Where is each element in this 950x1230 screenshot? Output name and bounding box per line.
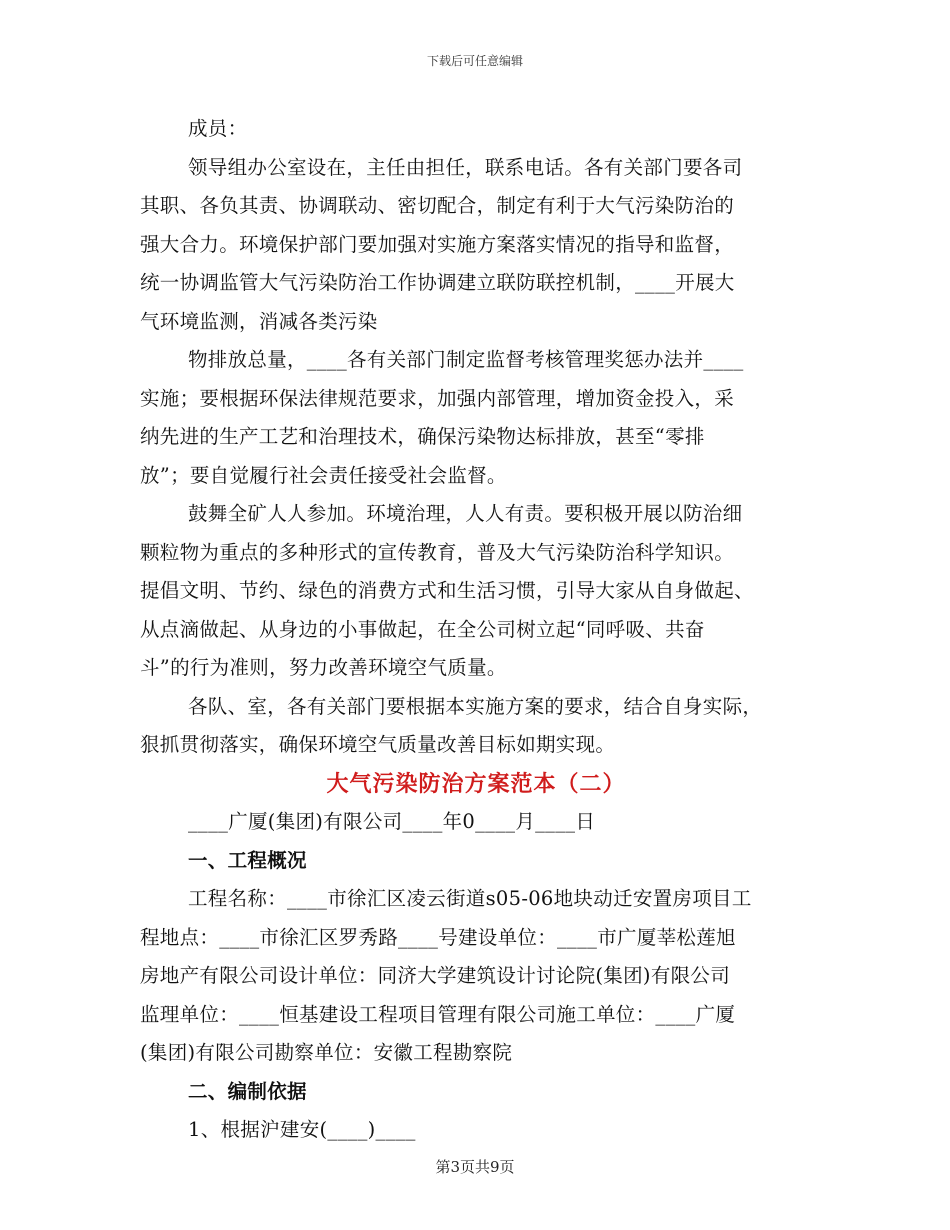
paragraph-line: 鼓舞全矿人人参加。环境治理，人人有责。要积极开展以防治细 — [188, 502, 743, 525]
paragraph-line: (集团)有限公司勘察单位：安徽工程勘察院 — [140, 1041, 513, 1064]
paragraph-line: 房地产有限公司设计单位：同济大学建筑设计讨论院(集团)有限公司 — [140, 964, 731, 987]
paragraph-line: 气环境监测，消减各类污染 — [140, 309, 378, 333]
page-header: 下载后可任意编辑 — [426, 54, 523, 68]
company-date-line: ____广厦(集团)有限公司____年0____月____日 — [188, 810, 596, 833]
paragraph-line: 放”；要自觉履行社会责任接受社会监督。 — [140, 463, 507, 487]
paragraph-line: 斗”的行为准则，努力改善环境空气质量。 — [140, 656, 507, 679]
paragraph-line: 提倡文明、节约、绿色的消费方式和生活习惯，引导大家从自身做起、 — [140, 579, 754, 602]
paragraph-line: 其职、各负其责、协调联动、密切配合，制定有利于大气污染防治的 — [140, 194, 735, 217]
section-heading: 一、工程概况 — [188, 848, 307, 872]
paragraph-line: 成员： — [188, 117, 248, 140]
paragraph-line: 狠抓贯彻落实，确保环境空气质量改善目标如期实现。 — [140, 733, 616, 756]
paragraph-line: 强大合力。环境保护部门要加强对实施方案落实情况的指导和监督， — [140, 232, 735, 256]
paragraph-line: 纳先进的生产工艺和治理技术，确保污染物达标排放，甚至“零排 — [140, 425, 705, 448]
paragraph-line: 实施；要根据环保法律规范要求，加强内部管理，增加资金投入，采 — [140, 386, 735, 410]
paragraph-line: 程地点：____市徐汇区罗秀路____号建设单位：____市广厦莘松莲旭 — [140, 925, 736, 949]
paragraph-line: 颗粒物为重点的多种形式的宣传教育，普及大气污染防治科学知识。 — [140, 540, 735, 564]
paragraph-line: 监理单位：____恒基建设工程项目管理有限公司施工单位：____广厦 — [140, 1002, 736, 1026]
section-heading: 二、编制依据 — [188, 1079, 307, 1103]
paragraph-line: 工程名称：____市徐汇区凌云街道s05-06地块动迁安置房项目工 — [188, 887, 752, 910]
paragraph-line: 1、根据沪建安(____)____ — [188, 1118, 416, 1141]
paragraph-line: 从点滴做起、从身边的小事做起，在全公司树立起“同呼吸、共奋 — [140, 617, 705, 641]
paragraph-line: 统一协调监管大气污染防治工作协调建立联防联控机制，____开展大 — [140, 271, 735, 294]
document-body — [140, 110, 812, 1150]
section-title: 大气污染防治方案范本（二） — [326, 770, 626, 797]
paragraph-line: 物排放总量，____各有关部门制定监督考核管理奖惩办法并____ — [188, 348, 744, 371]
paragraph-line: 领导组办公室设在，主任由担任，联系电话。各有关部门要各司 — [188, 155, 743, 179]
paragraph-line: 各队、室，各有关部门要根据本实施方案的要求，结合自身实际， — [188, 694, 763, 718]
page-footer: 第3页共9页 — [435, 1158, 515, 1176]
